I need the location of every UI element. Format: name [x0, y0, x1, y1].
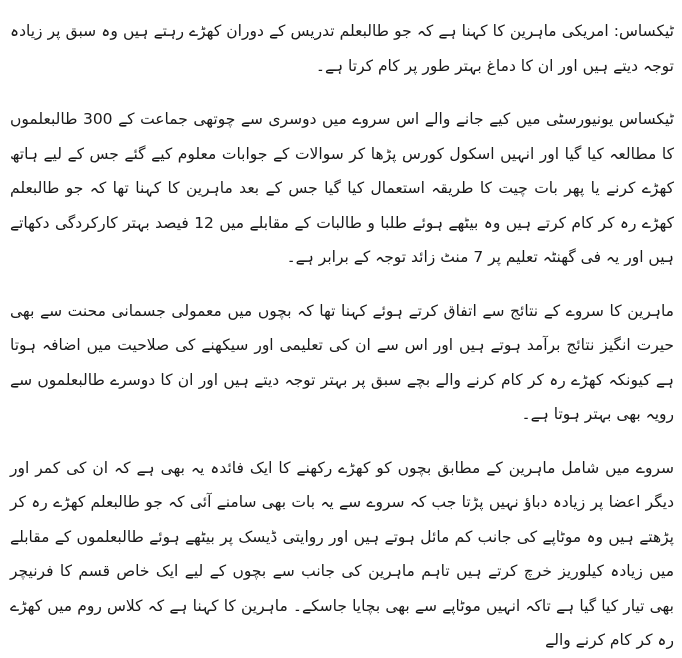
article-paragraph-1: ٹیکساس: امریکی ماہرین کا کہنا ہے کہ جو طالبعلم تدریس کے دوران کھڑے رہتے ہیں وہ سبق پر زیادہ توجہ دیتے ہیں اور ان کا دماغ بہتر طور پر کام کرتا ہے۔ — [10, 22, 674, 75]
article-paragraph-2: ٹیکساس یونیورسٹی میں کیے جانے والے اس سروے میں دوسری سے چوتھی جماعت کے 300 طالبعلموں کا مطالعہ کیا گیا اور انہیں اسکول کورس پڑھا کر سوالات کے جوابات معلوم کیے گئے جس کے لیے ہاتھ کھڑے کرنے یا پھر بات چیت کا طریقہ استعمال کیا گیا جس کے بعد ماہرین کا کہنا تھا کہ جو طالبعلم کھڑے رہ کر کام کرتے ہیں وہ بیٹھے ہوئے طلبا و طالبات کے مقابلے میں 12 فیصد بہتر کارکردگی دکھاتے ہیں اور یہ فی گھنٹہ تعلیم پر 7 منٹ زائد توجہ کے برابر ہے۔ — [10, 110, 674, 266]
article-paragraph-3: ماہرین کا سروے کے نتائج سے اتفاق کرتے ہوئے کہنا تھا کہ بچوں میں معمولی جسمانی محنت سے بھی حیرت انگیز نتائج برآمد ہوتے ہیں اور اس سے ان کی تعلیمی اور سیکھنے کی صلاحیت میں اضافہ ہوتا ہے کیونکہ کھڑے رہ کر کام کرنے والے بچے سبق پر بہتر توجہ دیتے ہیں اور ان کا دوسرے طالبعلموں سے رویہ بھی بہتر ہوتا ہے۔ — [10, 301, 674, 423]
article-paragraph-4: سروے میں شامل ماہرین کے مطابق بچوں کو کھڑے رکھنے کا ایک فائدہ یہ بھی ہے کہ ان کی کمر اور دیگر اعضا پر زیادہ دباؤ نہیں پڑتا جب کہ سروے سے یہ بات بھی سامنے آئی کہ جو طالبعلم کھڑے رہ کر پڑھتے ہیں وہ موٹاپے کی جانب کم مائل ہوتے ہیں اور روایتی ڈیسک پر بیٹھے ہوئے طالبعلموں کے مقابلے میں زیادہ کیلوریز خرچ کرتے ہیں تاہم ماہرین کی جانب سے بچوں کے لیے ایک خاص قسم کا فرنیچر بھی تیار کیا گیا ہے تاکہ انہیں موٹاپے سے بھی بچایا جاسکے۔ ماہرین کا کہنا ہے کہ کلاس روم میں کھڑے رہ کر کام کرنے والے — [10, 458, 674, 649]
